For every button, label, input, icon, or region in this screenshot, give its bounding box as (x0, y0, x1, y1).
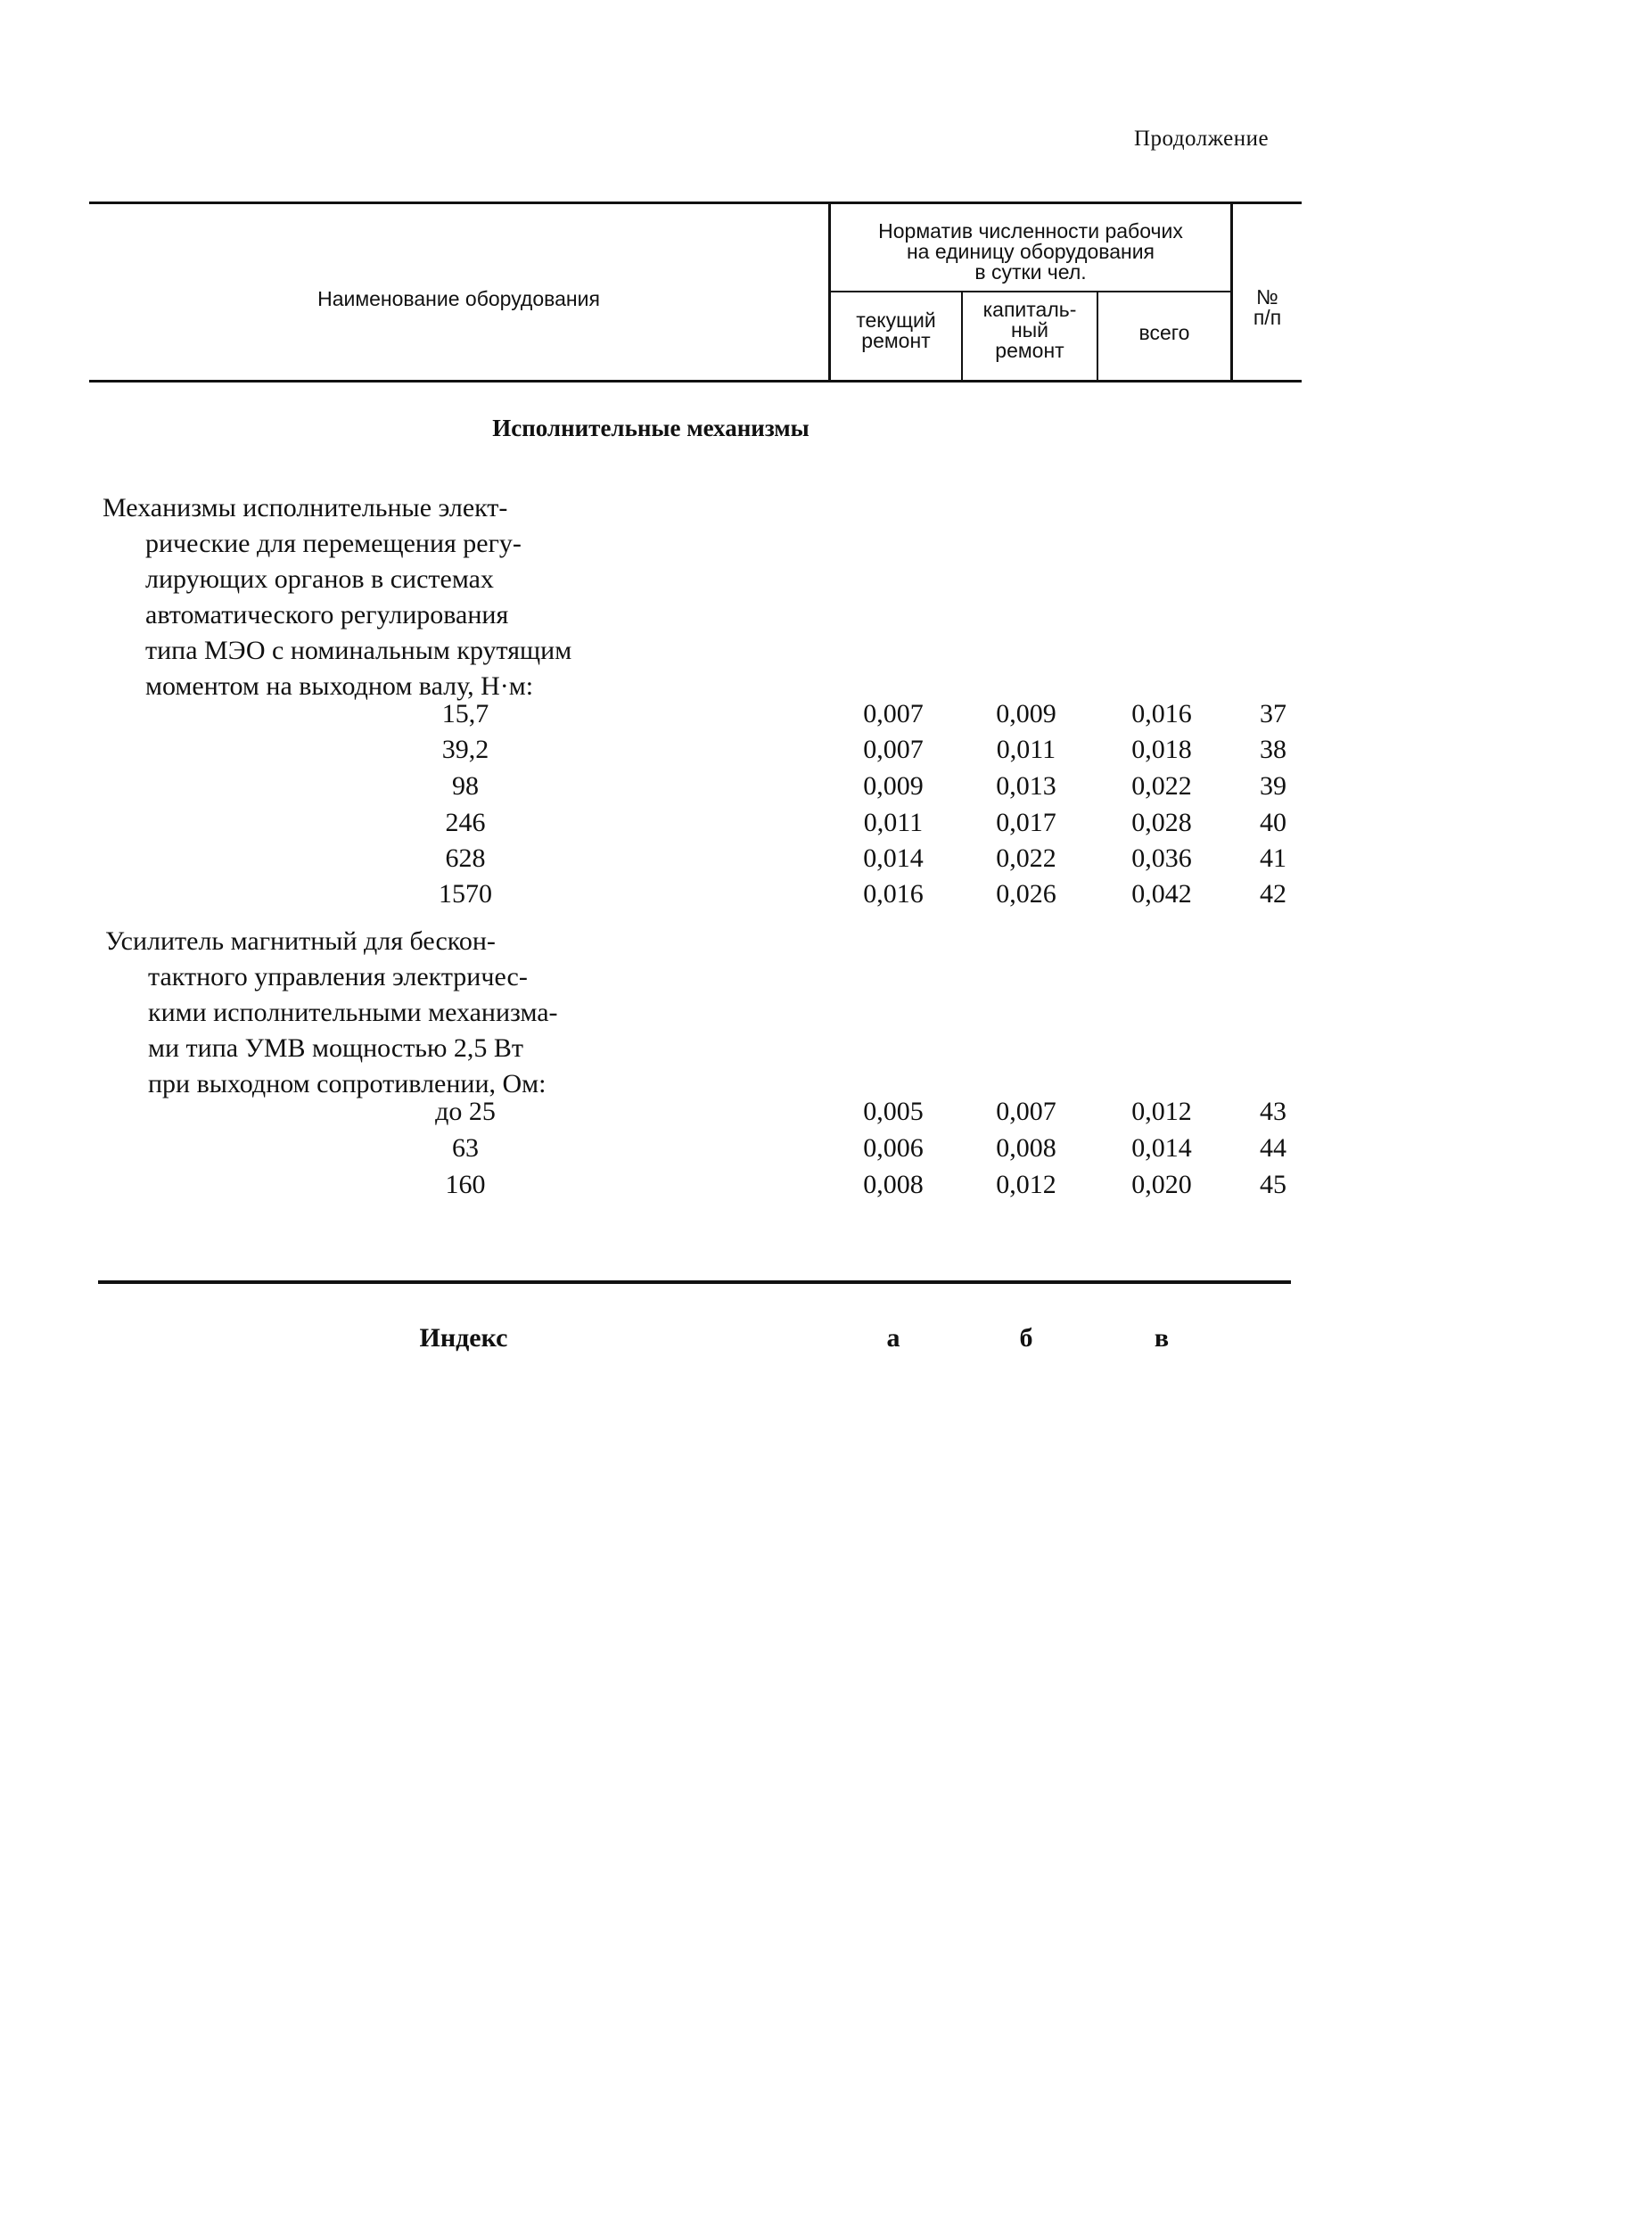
row-current-value: 0,016 (863, 879, 924, 909)
header-top-rule (89, 202, 1302, 204)
row-current-value: 0,006 (863, 1133, 924, 1163)
row-capital-value: 0,017 (996, 808, 1056, 837)
row-param: 1570 (439, 879, 492, 909)
row-capital-value: 0,009 (996, 699, 1056, 728)
header-current-repair: текущий ремонт (856, 309, 936, 352)
row-number: 42 (1260, 879, 1286, 909)
row-number: 44 (1260, 1133, 1286, 1163)
row-param: 246 (445, 808, 486, 837)
header-norm-group: Норматив численности рабочих на единицу оборудования в сутки чел. (878, 219, 1183, 284)
group-2-description (105, 924, 558, 1102)
description-line: тактного управления электричес- (148, 962, 528, 991)
row-number: 41 (1260, 843, 1286, 873)
row-total-value: 0,022 (1131, 771, 1192, 801)
index-a: а (886, 1323, 900, 1353)
row-total-value: 0,020 (1131, 1170, 1192, 1199)
header-item-number: № п/п (1253, 285, 1282, 329)
description-line: Механизмы исполнительные элект- (103, 493, 508, 522)
group-1-description (103, 490, 571, 704)
row-capital-value: 0,007 (996, 1097, 1056, 1126)
row-current-value: 0,008 (863, 1170, 924, 1199)
description-line: лирующих органов в системах (145, 564, 494, 594)
index-c: в (1154, 1323, 1170, 1353)
section-title: Исполнительные механизмы (492, 415, 810, 441)
row-param: 39,2 (441, 735, 489, 764)
row-capital-value: 0,008 (996, 1133, 1056, 1163)
row-capital-value: 0,011 (996, 735, 1056, 764)
row-number: 43 (1260, 1097, 1286, 1126)
row-total-value: 0,018 (1131, 735, 1192, 764)
row-current-value: 0,005 (863, 1097, 924, 1126)
description-line: Усилитель магнитный для бескон- (105, 926, 496, 956)
description-line: кими исполнительными механизма- (148, 998, 558, 1027)
description-line: автоматического регулирования (145, 600, 509, 629)
row-number: 37 (1260, 699, 1286, 728)
row-total-value: 0,042 (1131, 879, 1192, 909)
row-capital-value: 0,026 (996, 879, 1056, 909)
row-current-value: 0,007 (863, 735, 924, 764)
row-param: до 25 (435, 1097, 496, 1126)
row-total-value: 0,036 (1131, 843, 1192, 873)
description-line: моментом на выходном валу, Н·м: (145, 671, 534, 701)
header-group-rule (828, 291, 1231, 292)
row-param: 63 (452, 1133, 479, 1163)
header-equipment-name: Наименование оборудования (317, 287, 600, 310)
row-param: 15,7 (441, 699, 489, 728)
row-param: 628 (445, 843, 486, 873)
index-b: б (1019, 1323, 1033, 1353)
row-total-value: 0,014 (1131, 1133, 1192, 1163)
row-number: 45 (1260, 1170, 1286, 1199)
row-current-value: 0,009 (863, 771, 924, 801)
row-param: 98 (452, 771, 479, 801)
description-line: рические для перемещения регу- (145, 529, 522, 558)
row-total-value: 0,012 (1131, 1097, 1192, 1126)
row-current-value: 0,007 (863, 699, 924, 728)
row-capital-value: 0,013 (996, 771, 1056, 801)
row-number: 39 (1260, 771, 1286, 801)
header-total: всего (1138, 321, 1190, 344)
description-line: при выходном сопротивлении, Ом: (148, 1069, 547, 1098)
index-top-rule (98, 1280, 1291, 1284)
row-current-value: 0,011 (863, 808, 924, 837)
header-capital-repair: капиталь- ный ремонт (982, 298, 1077, 362)
index-label: Индекс (419, 1323, 508, 1353)
header-bottom-rule (89, 380, 1302, 383)
row-current-value: 0,014 (863, 843, 924, 873)
continuation-label: Продолжение (1134, 127, 1270, 151)
row-number: 38 (1260, 735, 1286, 764)
row-param: 160 (445, 1170, 486, 1199)
row-capital-value: 0,012 (996, 1170, 1056, 1199)
row-capital-value: 0,022 (996, 843, 1056, 873)
row-total-value: 0,016 (1131, 699, 1192, 728)
description-line: типа МЭО с номинальным крутящим (145, 636, 572, 665)
row-number: 40 (1260, 808, 1286, 837)
row-total-value: 0,028 (1131, 808, 1192, 837)
description-line: ми типа УМВ мощностью 2,5 Вт (148, 1033, 524, 1063)
